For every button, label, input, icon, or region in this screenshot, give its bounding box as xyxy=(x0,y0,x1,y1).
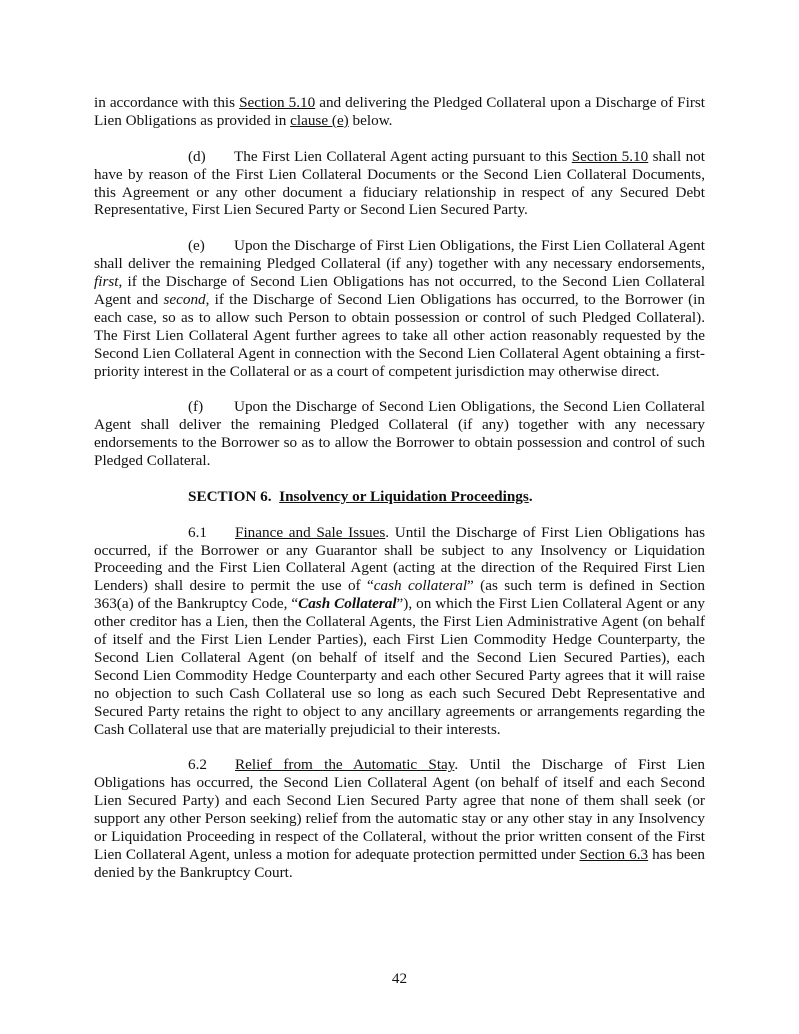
section-6-title: Insolvency or Liquidation Proceedings xyxy=(279,487,529,505)
paragraph-d: (d) The First Lien Collateral Agent acting pursuant to this Section 5.10 shall not have by reason of the First Lien Collateral Documents or the Second Lien Collateral Documents, this Agreement or any other document a fiduciary relationship in respect of any Secured Debt Representative, First Lien Secured Party or Second Lien Secured Party. xyxy=(94,147,706,219)
section-6-2: 6.2 Relief from the Automatic Stay. Until the Discharge of First Lien Obligations has occurred, the Second Lien Collateral Agent (on behalf of itself and each Second Lien Secured Party) and each Second Lien Secured Party agree that none of them shall seek (or support any other Person seeking) relief from the automatic stay or any other stay in any Insolvency or Liquidation Proceeding in respect of the Collateral, without the prior written consent of the First Lien Collateral Agent, unless a motion for adequate protection permitted under Section 6.3 has been denied by the Bankruptcy Court. xyxy=(94,756,706,881)
section-number-6-1: 6.1 xyxy=(188,523,207,541)
emphasis-first: first xyxy=(94,273,119,291)
emphasis-cash-collateral: cash collateral xyxy=(373,577,468,595)
clause-e-ref: clause (e) xyxy=(290,111,349,129)
section-6-3-ref: Section 6.3 xyxy=(579,845,649,863)
paragraph-e: (e) Upon the Discharge of First Lien Obligations, the First Lien Collateral Agent shall deliver the remaining Pledged Collateral (if any) together with any necessary endorsements, first, if the Discharge of Second Lien Obligations has not occurred, to the Second Lien Collateral Agent and second, if the Discharge of Second Lien Obligations has occurred, to the Borrower (in each case, so as to allow such Person to obtain possession or control of such Pledged Collateral). The First Lien Collateral Agent further agrees to take all other action reasonably requested by the Second Lien Collateral Agent in connection with the Second Lien Collateral Agent obtaining a first-priority interest in the Collateral or as a court of competent jurisdiction may otherwise direct. xyxy=(94,237,705,380)
emphasis-second: second xyxy=(163,290,206,308)
paragraph-continuation: in accordance with this Section 5.10 and delivering the Pledged Collateral upon a Discharge of First Lien Obligations as provided in clause (e) below. xyxy=(94,94,706,129)
section-6-2-heading: Relief from the Automatic Stay xyxy=(235,756,455,774)
paragraph-f: (f) Upon the Discharge of Second Lien Obligations, the Second Lien Collateral Agent shall deliver the remaining Pledged Collateral (if any) together with any necessary endorsements to the Borrower so as to allow the Borrower to obtain possession and control of such Pledged Collateral. xyxy=(94,398,705,470)
clause-label-d: (d) xyxy=(188,147,206,165)
clause-label-f: (f) xyxy=(188,398,204,416)
section-5-10-ref: Section 5.10 xyxy=(239,94,316,111)
section-6-1-heading: Finance and Sale Issues xyxy=(235,523,386,541)
section-6-heading: SECTION 6. Insolvency or Liquidation Proceedings. xyxy=(188,487,533,505)
section-6-1: 6.1 Finance and Sale Issues. Until the Discharge of First Lien Obligations has occurred, if the Borrower or any Guarantor shall be subject to any Insolvency or Liquidation Proceeding and the First Lien Collateral Agent (acting at the direction of the Required First Lien Lenders) shall desire to permit the use of “cash collateral” (as such term is defined in Section 363(a) of the Bankruptcy Code, “Cash Collateral”), on which the First Lien Collateral Agent or any other creditor has a Lien, then the Collateral Agents, the First Lien Administrative Agent (on behalf of itself and the First Lien Lender Parties), each First Lien Commodity Hedge Counterparty, the Second Lien Collateral Agent (on behalf of itself and the Second Lien Secured Parties), each Second Lien Commodity Hedge Counterparty and each other Secured Party agrees that it will raise no objection to such Cash Collateral use so long as each such Secured Debt Representative and Secured Party retains the right to object to any ancillary agreements or arrangements regarding the Cash Collateral use that are materially prejudicial to their interests. xyxy=(94,523,705,738)
section-number-6-2: 6.2 xyxy=(188,756,207,774)
document-page xyxy=(94,94,705,900)
page-number: 42 xyxy=(391,970,408,987)
section-5-10-ref: Section 5.10 xyxy=(571,147,649,165)
defined-term-cash-collateral: Cash Collateral xyxy=(298,595,397,613)
clause-label-e: (e) xyxy=(188,237,205,255)
